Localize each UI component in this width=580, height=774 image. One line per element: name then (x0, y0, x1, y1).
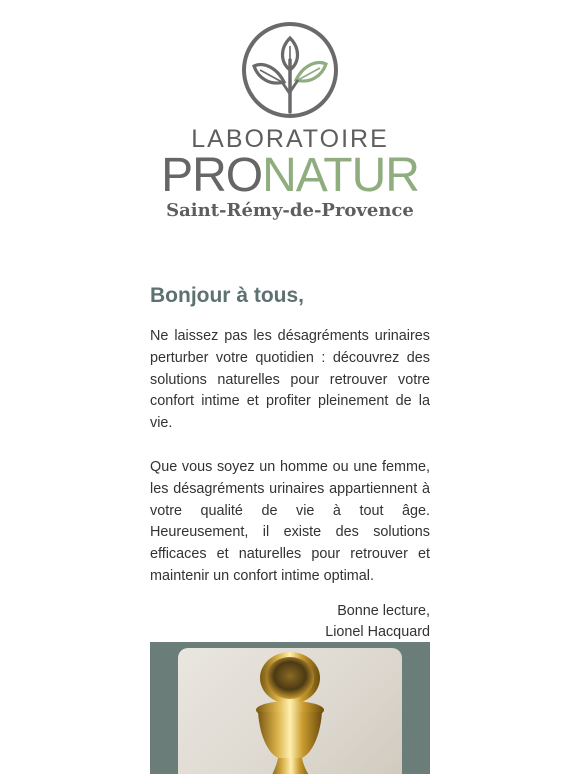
leaf-circle-icon (240, 20, 340, 122)
brand-logo[interactable] (160, 20, 420, 230)
newsletter-body (150, 280, 430, 643)
signoff-block (150, 601, 430, 643)
signature-name: Lionel Hacquard (325, 623, 430, 640)
greeting-heading: Bonjour à tous, (150, 284, 304, 307)
golden-toilet-icon (178, 648, 402, 774)
logo-natur-text: NATUR (262, 149, 419, 202)
signoff-text: Bonne lecture, (337, 602, 430, 619)
intro-paragraph: Ne laissez pas les désagréments urinaires perturber votre quotidien : découvrez des solutions naturelles pour retrouver votre confort intime et profiter pleinement de la vie. (150, 328, 430, 432)
logo-laboratoire-text: LABORATOIRE (191, 125, 389, 153)
logo-location-text: Saint-Rémy-de-Provence (166, 200, 414, 221)
hero-image-frame[interactable] (150, 642, 430, 774)
golden-toilet-photo (178, 648, 402, 774)
logo-pro-text: PRO (161, 149, 263, 202)
logo-pronatur-text (160, 148, 420, 204)
body-paragraph: Que vous soyez un homme ou une femme, les désagréments urinaires appartiennent à votre qualité de vie à tout âge. Heureusement, il existe des solutions efficaces et naturelles pour retrouver et maintenir un confort intime optimal. (150, 458, 430, 584)
